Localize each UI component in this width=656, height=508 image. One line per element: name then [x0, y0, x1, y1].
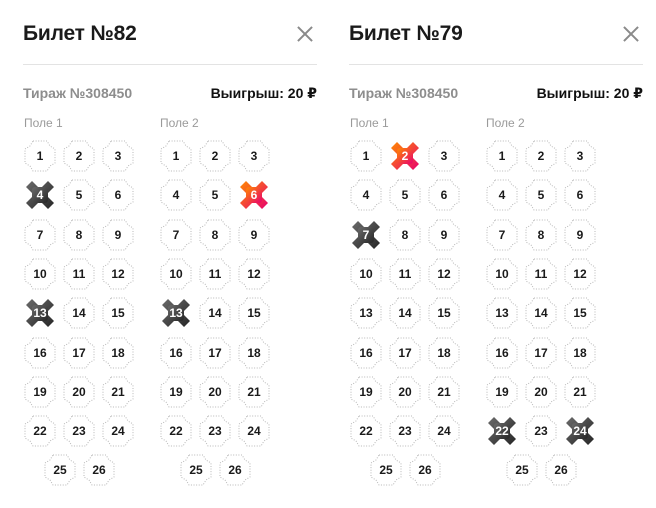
number-label: 21 — [437, 384, 451, 399]
close-icon[interactable] — [623, 26, 639, 42]
number-cell[interactable] — [237, 257, 271, 291]
number-label: 5 — [401, 188, 409, 203]
number-cell[interactable] — [237, 139, 271, 173]
number-cell[interactable] — [485, 139, 519, 173]
number-label: 4 — [498, 188, 506, 203]
number-label: 16 — [495, 345, 509, 360]
number-label: 4 — [172, 188, 180, 203]
number-label: 15 — [573, 306, 587, 321]
number-label: 2 — [401, 149, 409, 163]
number-cell[interactable] — [388, 218, 422, 252]
number-label: 23 — [398, 424, 412, 439]
number-label: 1 — [498, 149, 506, 163]
number-label: 2 — [211, 149, 219, 163]
number-cell[interactable] — [159, 414, 193, 448]
number-cell[interactable] — [485, 336, 519, 370]
number-cell[interactable] — [101, 336, 135, 370]
number-cell[interactable] — [159, 336, 193, 370]
number-cell[interactable] — [218, 453, 252, 487]
number-cell[interactable] — [23, 296, 57, 330]
number-label: 5 — [75, 188, 83, 203]
number-label: 11 — [398, 266, 412, 281]
number-cell[interactable] — [62, 336, 96, 370]
number-label: 9 — [250, 227, 258, 242]
number-label: 26 — [228, 463, 242, 478]
number-label: 11 — [534, 266, 548, 281]
number-label: 10 — [169, 266, 183, 281]
number-cell[interactable] — [563, 139, 597, 173]
number-cell[interactable] — [62, 139, 96, 173]
number-label: 14 — [398, 306, 412, 321]
number-cell[interactable] — [101, 257, 135, 291]
number-label: 15 — [437, 306, 451, 321]
number-label: 9 — [576, 227, 584, 242]
number-label: 7 — [362, 227, 370, 242]
number-cell[interactable] — [43, 453, 77, 487]
number-cell[interactable] — [563, 178, 597, 212]
number-label: 1 — [362, 149, 370, 163]
number-cell[interactable] — [563, 296, 597, 330]
number-label: 2 — [537, 149, 545, 163]
number-cell[interactable] — [198, 414, 232, 448]
number-cell[interactable] — [237, 296, 271, 330]
number-label: 17 — [534, 345, 548, 360]
number-cell[interactable] — [544, 453, 578, 487]
number-cell[interactable] — [427, 336, 461, 370]
field-label: Поле 1 — [350, 116, 389, 130]
number-cell[interactable] — [524, 375, 558, 409]
number-label: 13 — [359, 306, 373, 321]
number-label: 13 — [495, 306, 509, 321]
number-cell[interactable] — [427, 414, 461, 448]
number-cell[interactable] — [427, 257, 461, 291]
number-cell[interactable] — [524, 178, 558, 212]
number-label: 19 — [359, 384, 373, 399]
ticket-header — [349, 22, 643, 52]
number-cell[interactable] — [62, 257, 96, 291]
number-label: 18 — [111, 345, 125, 360]
number-label: 19 — [169, 384, 183, 399]
number-cell[interactable] — [563, 414, 597, 448]
number-cell[interactable] — [524, 336, 558, 370]
number-cell[interactable] — [159, 375, 193, 409]
number-cell[interactable] — [101, 178, 135, 212]
number-label: 24 — [437, 424, 451, 439]
number-cell[interactable] — [485, 296, 519, 330]
number-label: 15 — [111, 306, 125, 321]
number-cell[interactable] — [101, 375, 135, 409]
number-cell[interactable] — [198, 178, 232, 212]
ticket-card — [349, 0, 643, 508]
number-cell[interactable] — [159, 296, 193, 330]
number-label: 6 — [250, 188, 258, 203]
number-label: 8 — [537, 227, 545, 242]
field-2 — [159, 116, 279, 496]
number-cell[interactable] — [427, 296, 461, 330]
number-cell[interactable] — [62, 375, 96, 409]
ticket-card — [23, 0, 317, 508]
number-cell[interactable] — [485, 178, 519, 212]
number-cell[interactable] — [349, 178, 383, 212]
number-cell[interactable] — [159, 178, 193, 212]
number-cell[interactable] — [388, 375, 422, 409]
draw-number: Тираж №308450 — [349, 85, 459, 101]
number-cell[interactable] — [408, 453, 442, 487]
number-label: 18 — [247, 345, 261, 360]
number-cell[interactable] — [388, 178, 422, 212]
number-label: 10 — [359, 266, 373, 281]
number-label: 22 — [169, 424, 183, 439]
number-cell[interactable] — [23, 336, 57, 370]
number-label: 15 — [247, 306, 261, 321]
number-label: 21 — [573, 384, 587, 399]
number-label: 16 — [33, 345, 47, 360]
number-label: 26 — [554, 463, 568, 478]
number-label: 7 — [498, 227, 506, 242]
number-label: 20 — [208, 384, 222, 399]
field-label: Поле 2 — [486, 116, 525, 130]
number-cell[interactable] — [101, 414, 135, 448]
number-cell[interactable] — [427, 375, 461, 409]
number-label: 25 — [53, 463, 67, 478]
number-cell[interactable] — [349, 139, 383, 173]
number-label: 8 — [75, 227, 83, 242]
divider — [349, 64, 643, 65]
number-label: 5 — [537, 188, 545, 203]
number-label: 23 — [72, 424, 86, 439]
number-label: 25 — [379, 463, 393, 478]
number-label: 21 — [111, 384, 125, 399]
number-cell[interactable] — [524, 218, 558, 252]
number-cell[interactable] — [198, 296, 232, 330]
number-label: 7 — [36, 227, 44, 242]
number-cell[interactable] — [427, 218, 461, 252]
number-cell[interactable] — [524, 257, 558, 291]
number-label: 16 — [169, 345, 183, 360]
number-label: 19 — [33, 384, 47, 399]
number-cell[interactable] — [237, 375, 271, 409]
number-label: 14 — [534, 306, 548, 321]
number-cell[interactable] — [159, 139, 193, 173]
number-cell[interactable] — [237, 336, 271, 370]
number-cell[interactable] — [349, 218, 383, 252]
number-label: 5 — [211, 188, 219, 203]
number-cell[interactable] — [62, 178, 96, 212]
number-label: 3 — [576, 149, 584, 163]
number-cell[interactable] — [563, 336, 597, 370]
number-label: 6 — [440, 188, 448, 203]
number-cell[interactable] — [349, 296, 383, 330]
number-label: 26 — [92, 463, 106, 478]
number-label: 3 — [250, 149, 258, 163]
number-label: 18 — [437, 345, 451, 360]
number-label: 6 — [576, 188, 584, 203]
number-label: 12 — [111, 266, 125, 281]
number-label: 7 — [172, 227, 180, 242]
field-1 — [23, 116, 143, 496]
number-label: 23 — [208, 424, 222, 439]
number-cell[interactable] — [82, 453, 116, 487]
number-cell[interactable] — [524, 139, 558, 173]
win-amount: Выигрыш: 20 ₽ — [536, 85, 643, 101]
number-label: 26 — [418, 463, 432, 478]
number-cell[interactable] — [485, 218, 519, 252]
number-cell[interactable] — [237, 178, 271, 212]
number-label: 17 — [398, 345, 412, 360]
number-label: 25 — [189, 463, 203, 478]
number-label: 16 — [359, 345, 373, 360]
number-cell[interactable] — [23, 178, 57, 212]
number-label: 3 — [114, 149, 122, 163]
number-label: 24 — [111, 424, 125, 439]
number-label: 8 — [211, 227, 219, 242]
number-cell[interactable] — [62, 296, 96, 330]
number-label: 17 — [72, 345, 86, 360]
number-cell[interactable] — [101, 296, 135, 330]
ticket-title: Билет №82 — [23, 22, 137, 45]
number-label: 14 — [208, 306, 222, 321]
number-cell[interactable] — [485, 375, 519, 409]
number-cell[interactable] — [62, 218, 96, 252]
number-label: 21 — [247, 384, 261, 399]
number-label: 12 — [437, 266, 451, 281]
number-cell[interactable] — [349, 336, 383, 370]
ticket-title: Билет №79 — [349, 22, 463, 45]
number-cell[interactable] — [23, 139, 57, 173]
number-label: 14 — [72, 306, 86, 321]
field-label: Поле 1 — [24, 116, 63, 130]
number-cell[interactable] — [349, 257, 383, 291]
number-cell[interactable] — [237, 414, 271, 448]
number-label: 20 — [534, 384, 548, 399]
close-icon[interactable] — [297, 26, 313, 42]
number-cell[interactable] — [427, 139, 461, 173]
number-label: 9 — [114, 227, 122, 242]
number-label: 22 — [33, 424, 47, 439]
number-cell[interactable] — [369, 453, 403, 487]
number-label: 1 — [36, 149, 44, 163]
number-cell[interactable] — [198, 139, 232, 173]
number-cell[interactable] — [198, 218, 232, 252]
number-cell[interactable] — [349, 414, 383, 448]
number-cell[interactable] — [427, 178, 461, 212]
number-cell[interactable] — [198, 257, 232, 291]
number-label: 25 — [515, 463, 529, 478]
field-1 — [349, 116, 469, 496]
number-cell[interactable] — [179, 453, 213, 487]
number-cell[interactable] — [563, 218, 597, 252]
number-label: 22 — [359, 424, 373, 439]
number-label: 8 — [401, 227, 409, 242]
number-label: 4 — [362, 188, 370, 203]
number-cell[interactable] — [349, 375, 383, 409]
number-cell[interactable] — [505, 453, 539, 487]
number-label: 12 — [247, 266, 261, 281]
number-label: 9 — [440, 227, 448, 242]
number-cell[interactable] — [23, 414, 57, 448]
number-label: 24 — [573, 424, 587, 439]
number-label: 4 — [36, 188, 44, 203]
number-label: 6 — [114, 188, 122, 203]
number-cell[interactable] — [563, 257, 597, 291]
number-label: 10 — [33, 266, 47, 281]
number-label: 3 — [440, 149, 448, 163]
number-cell[interactable] — [388, 336, 422, 370]
field-label: Поле 2 — [160, 116, 199, 130]
number-cell[interactable] — [198, 336, 232, 370]
number-cell[interactable] — [198, 375, 232, 409]
number-cell[interactable] — [101, 139, 135, 173]
number-cell[interactable] — [563, 375, 597, 409]
number-label: 20 — [398, 384, 412, 399]
ticket-header — [23, 22, 317, 52]
number-label: 23 — [534, 424, 548, 439]
number-cell[interactable] — [388, 414, 422, 448]
divider — [23, 64, 317, 65]
number-cell[interactable] — [23, 257, 57, 291]
number-label: 19 — [495, 384, 509, 399]
number-cell[interactable] — [159, 257, 193, 291]
number-label: 22 — [495, 424, 509, 439]
number-cell[interactable] — [485, 257, 519, 291]
win-amount: Выигрыш: 20 ₽ — [210, 85, 317, 101]
number-label: 20 — [72, 384, 86, 399]
number-label: 11 — [72, 266, 86, 281]
number-cell[interactable] — [159, 218, 193, 252]
number-label: 12 — [573, 266, 587, 281]
number-label: 24 — [247, 424, 261, 439]
number-cell[interactable] — [524, 296, 558, 330]
number-cell[interactable] — [23, 375, 57, 409]
number-label: 11 — [208, 266, 222, 281]
draw-number: Тираж №308450 — [23, 85, 133, 101]
number-cell[interactable] — [237, 218, 271, 252]
number-cell[interactable] — [101, 218, 135, 252]
number-label: 17 — [208, 345, 222, 360]
number-label: 18 — [573, 345, 587, 360]
number-cell[interactable] — [62, 414, 96, 448]
number-cell[interactable] — [524, 414, 558, 448]
number-label: 13 — [33, 306, 47, 321]
number-label: 1 — [172, 149, 180, 163]
number-cell[interactable] — [388, 257, 422, 291]
number-cell[interactable] — [388, 139, 422, 173]
number-cell[interactable] — [485, 414, 519, 448]
field-2 — [485, 116, 605, 496]
number-cell[interactable] — [388, 296, 422, 330]
number-label: 13 — [169, 306, 183, 321]
number-label: 10 — [495, 266, 509, 281]
number-cell[interactable] — [23, 218, 57, 252]
number-label: 2 — [75, 149, 83, 163]
